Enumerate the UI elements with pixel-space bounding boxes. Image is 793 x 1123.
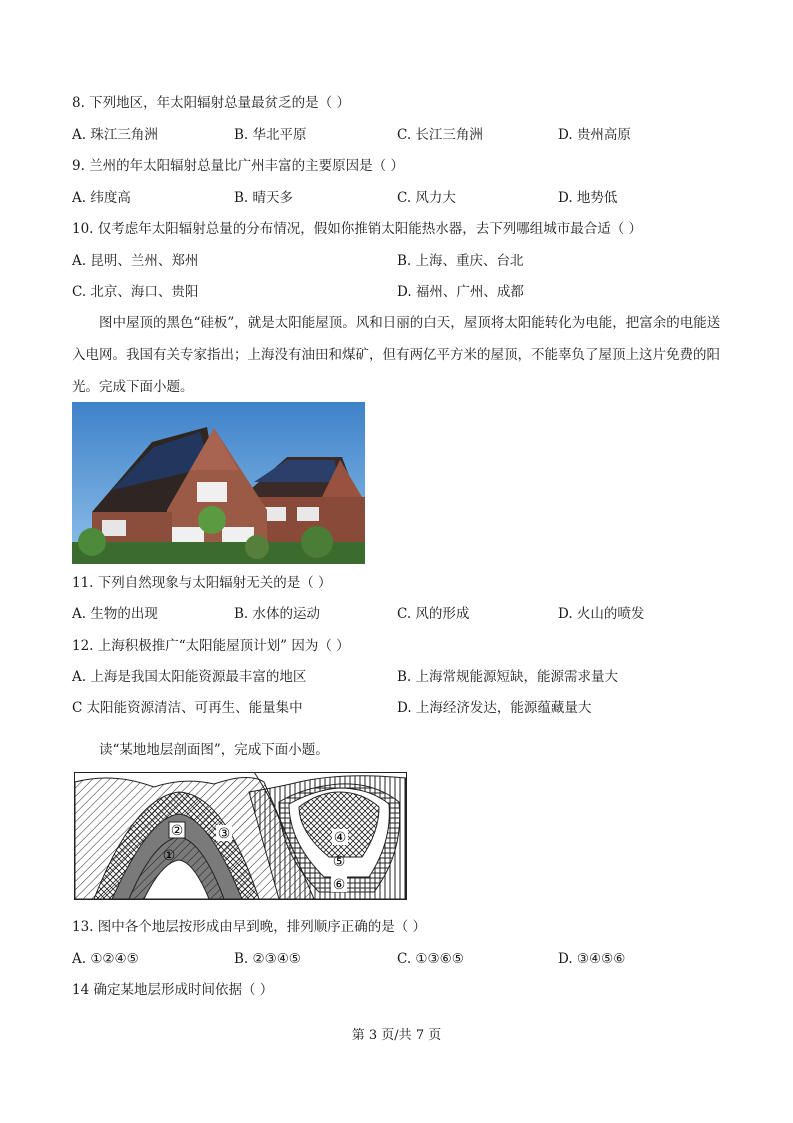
reading-passage: 图中屋顶的黑色“硅板”，就是太阳能屋顶。风和日丽的白天，屋顶将太阳能转化为电能，把富余的电能送入电网。我国有关专家指出；上海没有油田和煤矿，但有两亿平方米的屋顶，不能辜负了屋顶上这片免费的阳光。完成下面小题。 <box>72 315 721 395</box>
q13-option-c: C. ①③⑥⑤ <box>397 951 464 967</box>
stratum-profile-diagram <box>74 772 407 900</box>
q13-option-d: D. ③④⑤⑥ <box>558 951 626 967</box>
layer-label-4: ④ <box>333 830 347 846</box>
q12-option-b: B. 上海常规能源短缺，能源需求量大 <box>397 669 619 685</box>
question-13-stem: 13. 图中各个地层按形成由早到晚，排列顺序正确的是（ ） <box>72 919 427 935</box>
q12-option-d: D. 上海经济发达，能源蕴藏量大 <box>397 700 592 716</box>
q10-option-a: A. 昆明、兰州、郑州 <box>72 253 199 269</box>
q10-option-d: D. 福州、广州、成都 <box>397 284 524 300</box>
q8-option-c: C. 长江三角洲 <box>397 127 483 143</box>
q8-option-a: A. 珠江三角洲 <box>72 127 158 143</box>
q11-option-c: C. 风的形成 <box>397 606 470 622</box>
question-8-stem: 8. 下列地区，年太阳辐射总量最贫乏的是（ ） <box>72 95 350 111</box>
q13-option-a: A. ①②④⑤ <box>72 951 139 967</box>
q11-option-d: D. 火山的喷发 <box>558 606 645 622</box>
q10-option-b: B. 上海、重庆、台北 <box>397 253 524 269</box>
question-9-stem: 9. 兰州的年太阳辐射总量比广州丰富的主要原因是（ ） <box>72 158 404 174</box>
question-12-stem: 12. 上海积极推广“太阳能屋顶计划” 因为（ ） <box>72 638 350 654</box>
page-footer: 第 3 页/共 7 页 <box>351 1028 442 1043</box>
q8-option-d: D. 贵州高原 <box>558 127 631 143</box>
q12-option-a: A. 上海是我国太阳能资源最丰富的地区 <box>72 669 307 685</box>
q8-option-b: B. 华北平原 <box>234 127 307 143</box>
q9-option-b: B. 晴天多 <box>234 190 294 206</box>
q9-option-d: D. 地势低 <box>558 190 618 206</box>
q10-option-c: C. 北京、海口、贵阳 <box>72 284 199 300</box>
layer-label-5: ⑤ <box>332 854 346 870</box>
layer-label-3: ③ <box>217 826 231 842</box>
q11-option-a: A. 生物的出现 <box>72 606 158 622</box>
diagram-intro: 读“某地地层剖面图”，完成下面小题。 <box>99 742 329 758</box>
q13-option-b: B. ②③④⑤ <box>234 951 301 967</box>
q12-option-c: C 太阳能资源清洁、可再生、能量集中 <box>72 700 303 716</box>
question-11-stem: 11. 下列自然现象与太阳辐射无关的是（ ） <box>72 575 332 591</box>
q9-option-a: A. 纬度高 <box>72 190 131 206</box>
q9-option-c: C. 风力大 <box>397 190 456 206</box>
q11-option-b: B. 水体的运动 <box>234 606 321 622</box>
solar-roof-houses-photo <box>72 402 365 564</box>
question-10-stem: 10. 仅考虑年太阳辐射总量的分布情况，假如你推销太阳能热水器，去下列哪组城市最合适（ ） <box>72 221 643 237</box>
layer-label-2: ② <box>170 823 184 839</box>
question-14-stem: 14 确定某地层形成时间依据（ ） <box>72 982 274 998</box>
layer-label-1: ① <box>162 848 176 864</box>
layer-label-6: ⑥ <box>332 877 346 893</box>
